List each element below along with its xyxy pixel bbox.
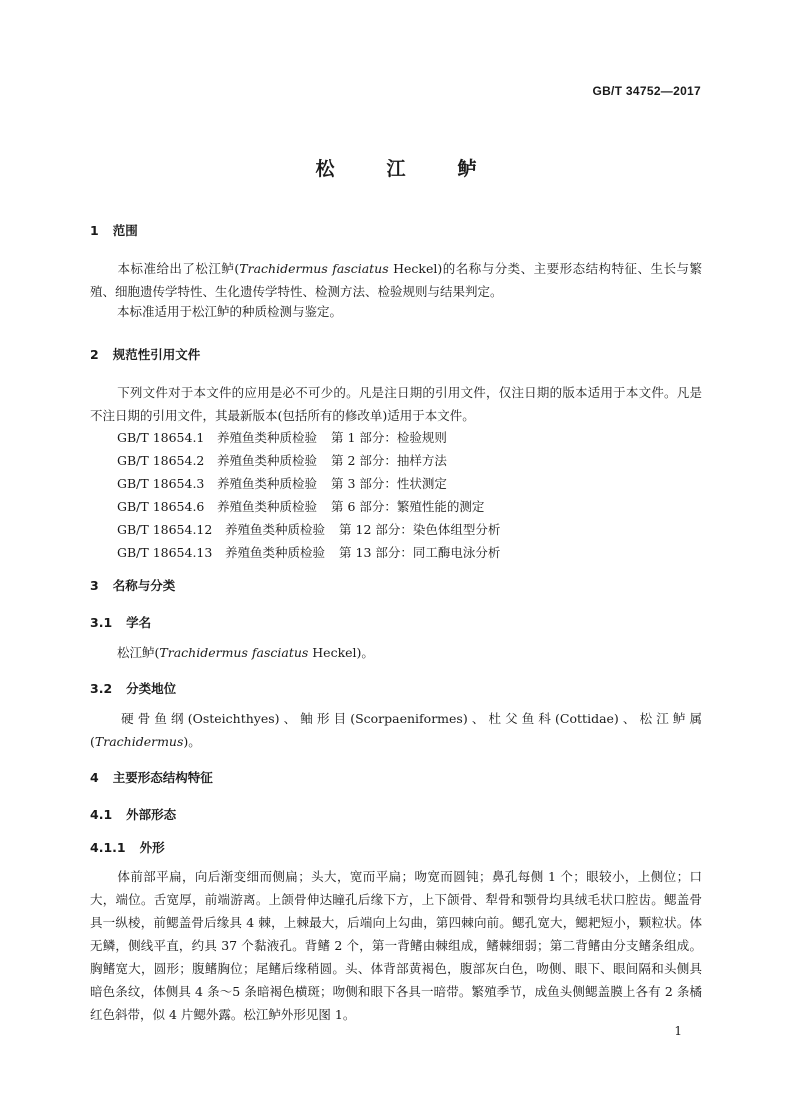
section-title: 主要形态结构特征 (112, 770, 213, 785)
paragraph-scope-2: 本标准适用于松江鲈的种质检测与鉴定。 (117, 304, 343, 319)
section-number: 3.1 (90, 615, 113, 630)
section-heading-3-1 (90, 613, 151, 631)
latin-name: Trachidermus fasciatus (159, 645, 309, 660)
section-title: 学名 (126, 615, 152, 630)
section-number: 3.2 (90, 681, 113, 696)
standard-code: GB/T 34752—2017 (592, 84, 701, 98)
section-title: 范围 (112, 223, 138, 238)
section-heading-2 (90, 345, 200, 363)
paragraph-references: 下列文件对于本文件的应用是必不可少的。凡是注日期的引用文件，仅注日期的版本适用于本文件。凡是不注日期的引用文件，其最新版本(包括所有的修改单)适用于本文件。 (90, 385, 702, 423)
section-heading-3-2 (90, 679, 176, 697)
section-heading-1 (90, 221, 138, 239)
section-number: 4.1 (90, 807, 113, 822)
paragraph-scope-1: 本标准给出了松江鲈(Trachidermus fasciatus Heckel)的名称与分类、主要形态结构特征、生长与繁殖、细胞遗传学特性、生化遗传学特性、检测方法、检验规则与结果判定。 (90, 261, 702, 299)
section-title: 规范性引用文件 (112, 347, 201, 362)
reference-item: GB/T 18654.12 养殖鱼类种质检验 第 12 部分：染色体组型分析 (117, 522, 501, 537)
reference-item: GB/T 18654.1 养殖鱼类种质检验 第 1 部分：检验规则 (117, 430, 447, 445)
section-heading-3 (90, 576, 175, 594)
section-title: 外形 (139, 840, 165, 855)
section-heading-4 (90, 768, 213, 786)
page-number: 1 (674, 1024, 682, 1038)
latin-name: Trachidermus (94, 734, 184, 749)
reference-item: GB/T 18654.13 养殖鱼类种质检验 第 13 部分：同工酶电泳分析 (117, 545, 501, 560)
section-number: 3 (90, 578, 99, 593)
section-heading-4-1-1 (90, 838, 165, 856)
section-number: 1 (90, 223, 99, 238)
page-title (0, 154, 792, 181)
section-title: 名称与分类 (112, 578, 176, 593)
section-title: 分类地位 (126, 681, 177, 696)
latin-name: Trachidermus fasciatus (239, 261, 389, 276)
reference-item: GB/T 18654.2 养殖鱼类种质检验 第 2 部分：抽样方法 (117, 453, 447, 468)
title-char: 松 (315, 158, 335, 180)
section-heading-4-1 (90, 805, 176, 823)
reference-item: GB/T 18654.6 养殖鱼类种质检验 第 6 部分：繁殖性能的测定 (117, 499, 485, 514)
title-char: 鲈 (457, 158, 477, 180)
paragraph-external-shape: 体前部平扁，向后渐变细而侧扁；头大，宽而平扁；吻宽而圆钝；鼻孔每侧 1 个；眼较小，上侧位；口大，端位。舌宽厚，前端游离。上颌骨伸达瞳孔后缘下方，上下颌骨、犁骨和颚骨均具绒毛状口腔齿。鳃盖骨具一纵棱，前鳃盖骨后缘具 4 棘，上棘最大，后端向上勾曲，第四棘向前。鳃孔宽大，鳃耙短小，颗粒状。体无鳞，侧线平直，约具 37 个黏液孔。背鳍 2 个，第一背鳍由棘组成，鳍棘细弱；第二背鳍由分支鳍条组成。胸鳍宽大，圆形；腹鳍胸位；尾鳍后缘稍圆。头、体背部黄褐色，腹部灰白色，吻侧、眼下、眼间隔和头侧具暗色条纹，体侧具 4 条～5 条暗褐色横斑；吻侧和眼下各具一暗带。繁殖季节，成鱼头侧鳃盖膜上各有 2 条橘红色斜带，似 4 片鳃外露。松江鲈外形见图 1。 (90, 869, 702, 1022)
section-title: 外部形态 (126, 807, 177, 822)
paragraph-scientific-name: 松江鲈(Trachidermus fasciatus Heckel)。 (117, 645, 374, 660)
section-number: 2 (90, 347, 99, 362)
section-number: 4 (90, 770, 99, 785)
reference-item: GB/T 18654.3 养殖鱼类种质检验 第 3 部分：性状测定 (117, 476, 447, 491)
section-number: 4.1.1 (90, 840, 126, 855)
title-char: 江 (386, 158, 406, 180)
paragraph-taxonomy: 硬骨鱼纲(Osteichthyes)、鲉形目(Scorpaeniformes)、杜父鱼科(Cottidae)、松江鲈属(Trachidermus)。 (90, 711, 702, 749)
